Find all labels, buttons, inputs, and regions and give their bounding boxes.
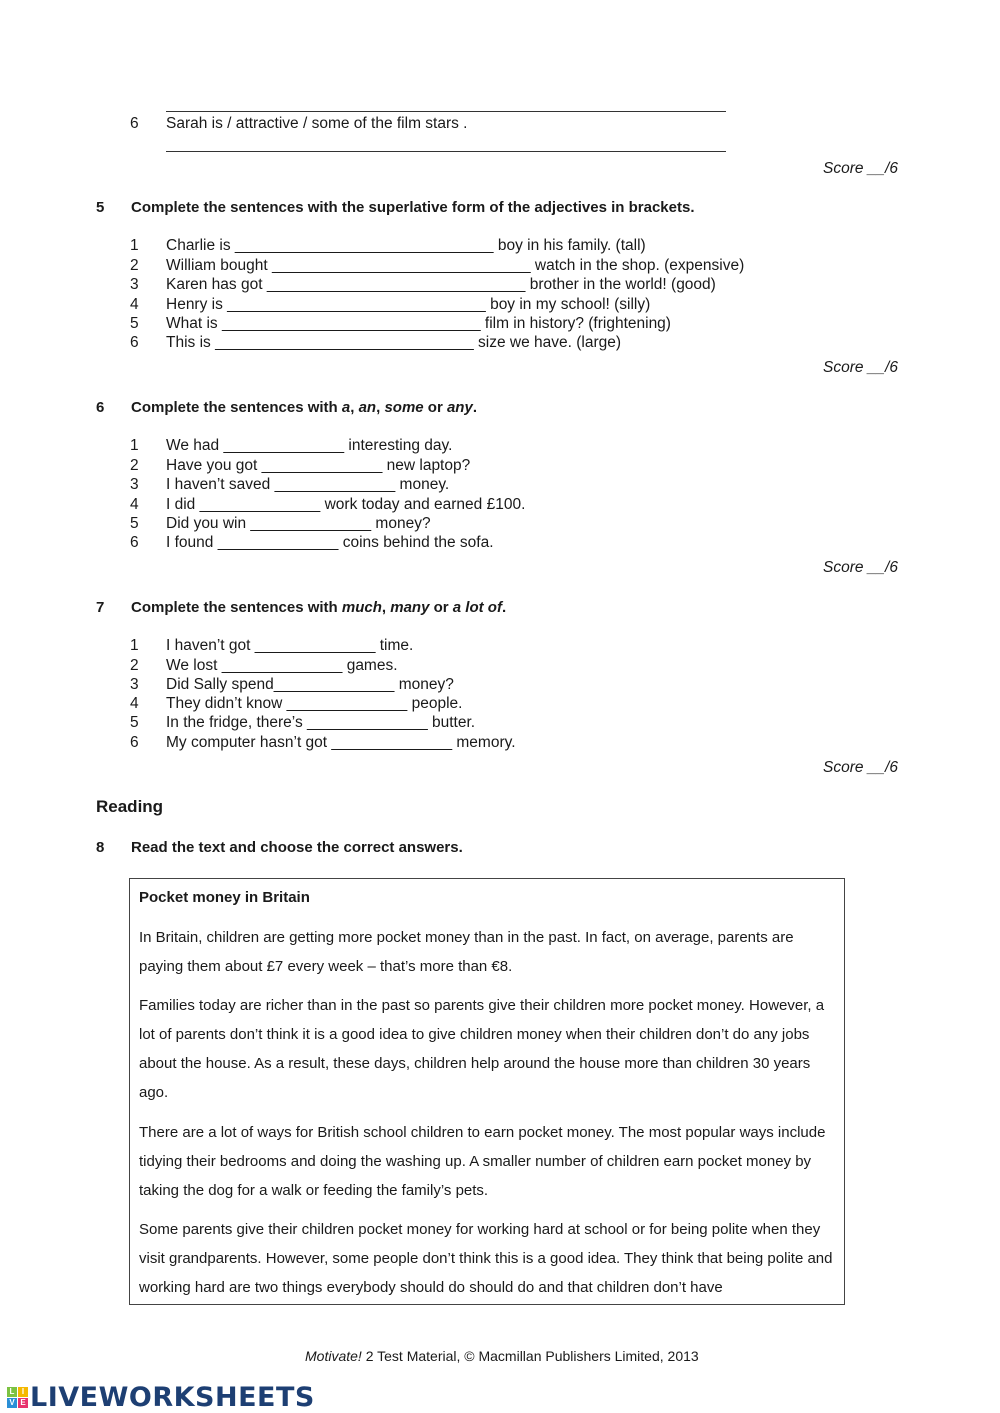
item-number: 4 bbox=[130, 296, 139, 313]
exercise4-item-6: Sarah is / attractive / some of the film stars . bbox=[166, 115, 468, 132]
exercise7-item[interactable]: We lost ______________ games. bbox=[166, 657, 398, 674]
exercise7-item[interactable]: I haven’t got ______________ time. bbox=[166, 637, 414, 654]
answer-line[interactable] bbox=[166, 111, 726, 112]
exercise5-item[interactable]: This is ______________________________ size we have. (large) bbox=[166, 334, 622, 351]
item-number: 2 bbox=[130, 457, 139, 474]
liveworksheets-logo[interactable] bbox=[7, 1382, 315, 1413]
exercise5-item[interactable]: What is ______________________________ film in history? (frightening) bbox=[166, 315, 671, 332]
item-number: 6 bbox=[130, 534, 139, 551]
exercise7-instruction: Complete the sentences with much, many or a lot of. bbox=[131, 599, 507, 616]
item-number: 3 bbox=[130, 276, 139, 293]
exercise-number: 8 bbox=[96, 839, 105, 856]
item-number: 3 bbox=[130, 676, 139, 693]
item-number: 5 bbox=[130, 315, 139, 332]
exercise-number: 6 bbox=[96, 399, 105, 416]
section-title-reading: Reading bbox=[96, 797, 164, 816]
item-number: 1 bbox=[130, 237, 139, 254]
item-number: 3 bbox=[130, 476, 139, 493]
score-exercise6: Score __/6 bbox=[823, 559, 898, 576]
exercise5-item[interactable]: Henry is ______________________________ boy in my school! (silly) bbox=[166, 296, 651, 313]
exercise-number: 7 bbox=[96, 599, 105, 616]
reading-paragraph: In Britain, children are getting more pocket money than in the past. In fact, on average, parents are paying them about £7 every week – that’s more than €8. bbox=[139, 929, 794, 975]
exercise7-item[interactable]: My computer hasn’t got ______________ memory. bbox=[166, 734, 516, 751]
copyright-footer: Motivate! 2 Test Material, © Macmillan Publishers Limited, 2013 bbox=[305, 1348, 699, 1364]
exercise5-instruction: Complete the sentences with the superlative form of the adjectives in brackets. bbox=[131, 199, 695, 216]
exercise7-item[interactable]: They didn’t know ______________ people. bbox=[166, 695, 463, 712]
item-number: 2 bbox=[130, 657, 139, 674]
logo-icon: L I V E bbox=[7, 1387, 28, 1408]
reading-paragraph: Some parents give their children pocket money for working hard at school or for being polite when they visit grandparents. However, some people don’t think this is a good idea. They think that being polite and working hard are two things everybody should do should do and that children don’t have bbox=[139, 1221, 833, 1296]
item-number: 2 bbox=[130, 257, 139, 274]
item-number: 6 bbox=[130, 334, 139, 351]
exercise6-instruction: Complete the sentences with a, an, some or any. bbox=[131, 399, 477, 416]
item-number: 5 bbox=[130, 515, 139, 532]
item-number: 5 bbox=[130, 714, 139, 731]
exercise5-item[interactable]: William bought ______________________________ watch in the shop. (expensive) bbox=[166, 257, 745, 274]
item-number: 1 bbox=[130, 437, 139, 454]
exercise7-item[interactable]: In the fridge, there’s ______________ butter. bbox=[166, 714, 476, 731]
score-exercise7: Score __/6 bbox=[823, 759, 898, 776]
reading-paragraph: There are a lot of ways for British school children to earn pocket money. The most popular ways include tidying their bedrooms and doing the washing up. A smaller number of children earn pocket money by taking the dog for a walk or feeding the family’s pets. bbox=[139, 1124, 826, 1199]
item-number: 4 bbox=[130, 496, 139, 513]
score-exercise5: Score __/6 bbox=[823, 359, 898, 376]
exercise6-item[interactable]: I found ______________ coins behind the sofa. bbox=[166, 534, 494, 551]
item-number: 1 bbox=[130, 637, 139, 654]
logo-text: LIVEWORKSHEETS bbox=[30, 1382, 315, 1413]
exercise6-item[interactable]: I did ______________ work today and earned £100. bbox=[166, 496, 526, 513]
exercise6-item[interactable]: I haven’t saved ______________ money. bbox=[166, 476, 450, 493]
exercise5-item[interactable]: Charlie is ______________________________ boy in his family. (tall) bbox=[166, 237, 646, 254]
item-number: 4 bbox=[130, 695, 139, 712]
reading-text-box bbox=[129, 878, 845, 1305]
score-exercise4: Score __/6 bbox=[823, 160, 898, 177]
exercise6-item[interactable]: We had ______________ interesting day. bbox=[166, 437, 453, 454]
exercise6-item[interactable]: Have you got ______________ new laptop? bbox=[166, 457, 471, 474]
answer-line[interactable] bbox=[166, 151, 726, 152]
exercise8-instruction: Read the text and choose the correct answers. bbox=[131, 839, 463, 856]
exercise7-item[interactable]: Did Sally spend______________ money? bbox=[166, 676, 454, 693]
reading-title: Pocket money in Britain bbox=[139, 889, 310, 906]
item-number: 6 bbox=[130, 734, 139, 751]
reading-paragraph: Families today are richer than in the past so parents give their children more pocket money. However, a lot of parents don’t think it is a good idea to give children money when their children don’t do any jobs about the house. As a result, these days, children help around the house more than children 30 years ago. bbox=[139, 997, 825, 1101]
exercise-number: 5 bbox=[96, 199, 105, 216]
item-number: 6 bbox=[130, 115, 139, 132]
exercise6-item[interactable]: Did you win ______________ money? bbox=[166, 515, 431, 532]
exercise5-item[interactable]: Karen has got ______________________________ brother in the world! (good) bbox=[166, 276, 716, 293]
